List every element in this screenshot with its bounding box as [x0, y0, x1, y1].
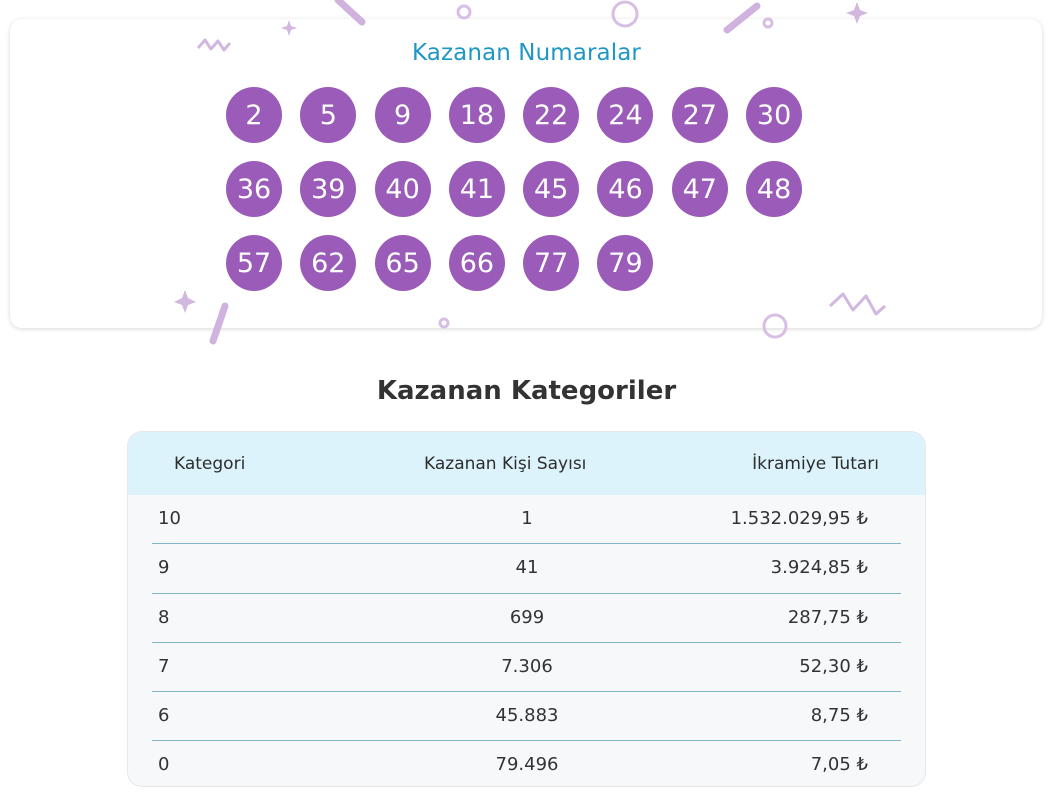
number-ball: 22 [523, 87, 579, 143]
number-ball: 47 [672, 161, 728, 217]
number-ball: 79 [597, 235, 653, 291]
number-ball: 62 [300, 235, 356, 291]
header-winners: Kazanan Kişi Sayısı [424, 454, 587, 474]
winners-cell: 7.306 [501, 655, 553, 677]
category-cell: 9 [158, 557, 170, 579]
winners-cell: 699 [509, 606, 545, 628]
number-ball: 39 [300, 161, 356, 217]
table-header [128, 432, 925, 495]
table-row [152, 741, 901, 786]
category-cell: 10 [158, 508, 181, 529]
number-ball: 57 [226, 235, 282, 291]
table-row [152, 594, 901, 643]
number-ball: 5 [300, 87, 356, 143]
prize-cell: 8,75 ₺ [810, 705, 868, 727]
number-ball: 48 [746, 161, 802, 217]
number-ball: 77 [523, 235, 579, 291]
winners-cell: 79.496 [495, 754, 559, 776]
category-cell: 6 [158, 705, 170, 727]
winning-categories-title: Kazanan Kategoriler [376, 376, 677, 406]
winning-numbers-title: Kazanan Numaralar [412, 40, 641, 66]
table-row [152, 495, 901, 544]
header-category: Kategori [174, 454, 246, 474]
category-cell: 0 [158, 754, 170, 776]
number-ball: 66 [449, 235, 505, 291]
winners-cell: 41 [515, 557, 539, 579]
table-row [152, 544, 901, 593]
number-balls [226, 87, 826, 291]
prize-cell: 3.924,85 ₺ [770, 557, 868, 579]
prize-cell: 287,75 ₺ [787, 606, 868, 628]
number-ball: 46 [597, 161, 653, 217]
number-ball: 40 [375, 161, 431, 217]
number-ball: 30 [746, 87, 802, 143]
number-ball: 36 [226, 161, 282, 217]
winning-categories-table [128, 432, 925, 786]
table-body [128, 495, 925, 786]
prize-cell: 52,30 ₺ [799, 655, 868, 677]
number-ball: 65 [375, 235, 431, 291]
number-ball: 41 [449, 161, 505, 217]
table-row [152, 692, 901, 741]
category-cell: 8 [158, 606, 170, 628]
category-cell: 7 [158, 655, 170, 677]
number-ball: 27 [672, 87, 728, 143]
prize-cell: 7,05 ₺ [810, 754, 868, 776]
number-ball: 18 [449, 87, 505, 143]
number-ball: 45 [523, 161, 579, 217]
number-ball: 2 [226, 87, 282, 143]
winners-cell: 45.883 [495, 705, 559, 727]
winners-cell: 1 [521, 508, 533, 529]
prize-cell: 1.532.029,95 ₺ [730, 508, 868, 529]
table-row [152, 643, 901, 692]
header-prize: İkramiye Tutarı [752, 454, 879, 474]
number-ball: 24 [597, 87, 653, 143]
number-ball: 9 [375, 87, 431, 143]
